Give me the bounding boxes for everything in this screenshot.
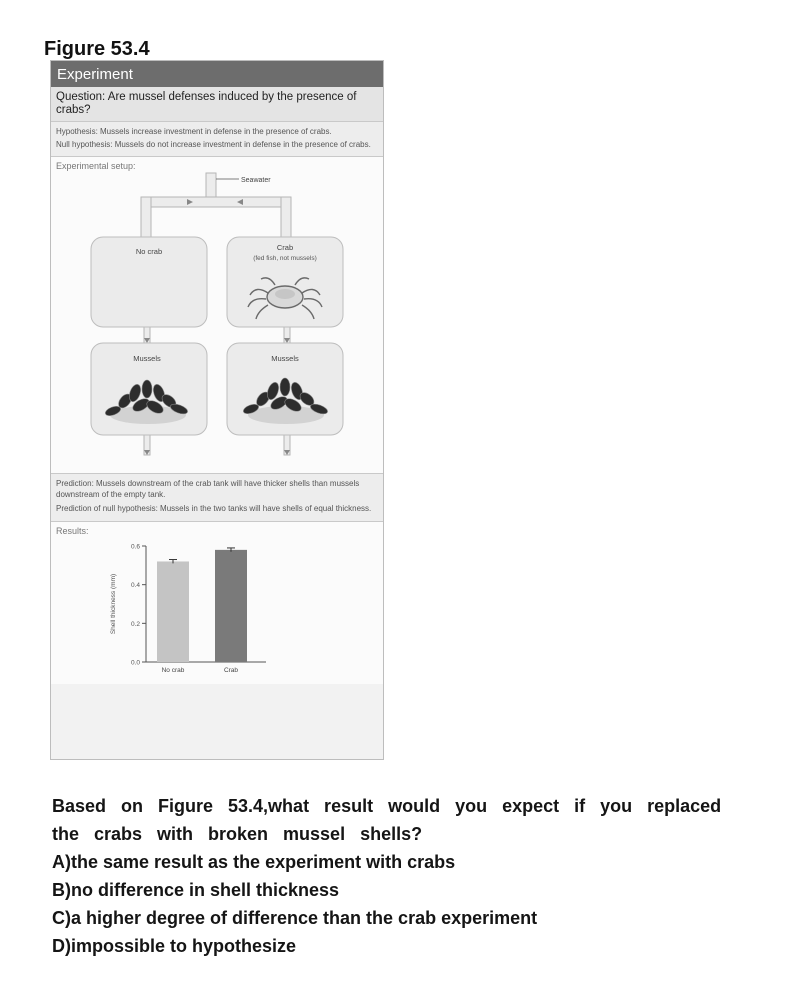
category-label: No crab (161, 667, 185, 674)
question-stem: Based on Figure 53.4,what result would you expect if you replaced the crabs with broken mussel shells? (52, 796, 722, 844)
null-hypothesis-text: Null hypothesis: Mussels do not increase investment in defense in the presence of crabs. (56, 140, 371, 149)
experimental-setup (51, 157, 383, 474)
setup-diagram (51, 157, 383, 473)
question-block (52, 792, 752, 960)
null-prediction-text: Prediction of null hypothesis: Mussels in the two tanks will have shells of equal thickness. (56, 504, 372, 513)
results-section (51, 522, 383, 684)
option-c: C)a higher degree of difference than the crab experiment (52, 908, 538, 928)
option-d: D)impossible to hypothesize (52, 936, 297, 956)
bar-no-crab (157, 561, 189, 662)
results-label: Results: (56, 526, 89, 536)
y-axis-label: Shell thickness (mm) (110, 573, 117, 635)
hypothesis-text: Hypothesis: Mussels increase investment in defense in the presence of crabs. (56, 127, 332, 136)
figure-title: Figure 53.4 (44, 38, 150, 60)
bar-crab (215, 550, 247, 662)
setup-label: Experimental setup: (56, 161, 136, 171)
experiment-panel (50, 60, 384, 760)
predictions-section (51, 474, 383, 522)
y-tick-label: 0.4 (130, 582, 140, 590)
tank-no-crab-label: No crab (135, 247, 163, 256)
option-b: B)no difference in shell thickness (52, 880, 340, 900)
y-tick-label: 0.2 (130, 620, 140, 628)
seawater-label: Seawater (241, 177, 271, 184)
hypotheses-section (51, 122, 383, 157)
category-label: Crab (223, 667, 239, 674)
results-chart (51, 522, 383, 682)
experiment-header: Experiment (51, 61, 383, 87)
mussels-right-label: Mussels (271, 354, 299, 363)
tank-crab-label: Crab (276, 243, 294, 252)
prediction-text: Prediction: Mussels downstream of the crab tank will have thicker shells than mussels downstream of the empty tank. (56, 479, 360, 499)
experiment-question: Question: Are mussel defenses induced by the presence of crabs? (51, 87, 383, 122)
option-a: A)the same result as the experiment with crabs (52, 852, 456, 872)
y-tick-label: 0.0 (130, 659, 140, 667)
y-tick-label: 0.6 (130, 543, 140, 551)
mussels-left-label: Mussels (133, 354, 161, 363)
tank-crab-note: (fed fish, not mussels) (253, 255, 317, 262)
